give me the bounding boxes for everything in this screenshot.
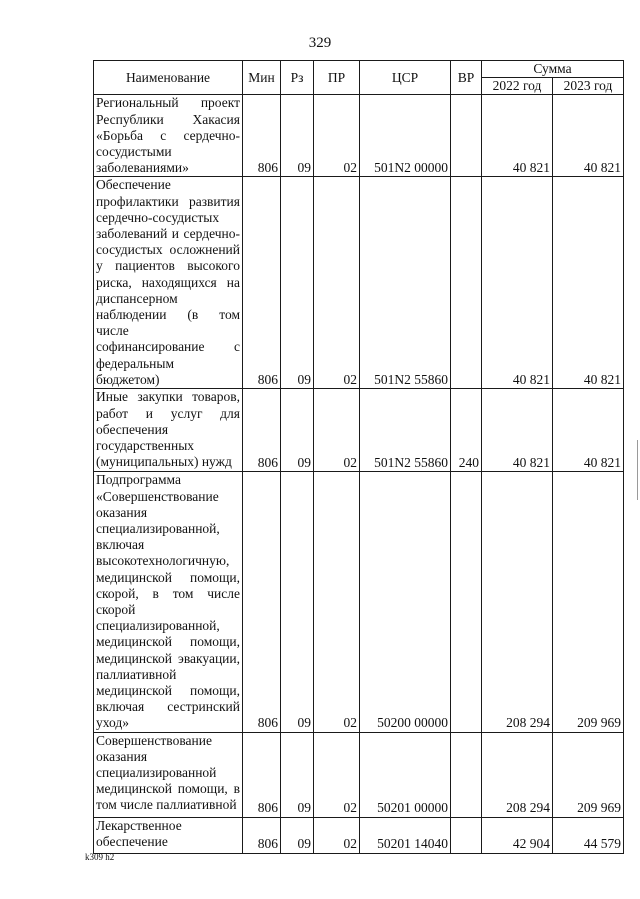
table-row xyxy=(94,817,624,853)
row-sum-2022: 208 294 xyxy=(482,472,553,732)
header-min: Мин xyxy=(243,61,281,95)
row-csr: 501N2 55860 xyxy=(360,177,451,389)
header-rz: Рз xyxy=(281,61,314,95)
header-vr: ВР xyxy=(451,61,482,95)
row-name: Лекарственное обеспечение xyxy=(94,817,243,853)
table-row xyxy=(94,177,624,389)
row-vr: 240 xyxy=(451,389,482,472)
row-vr xyxy=(451,177,482,389)
header-year-2023: 2023 год xyxy=(553,78,624,95)
row-pr: 02 xyxy=(314,472,360,732)
table-row xyxy=(94,472,624,732)
row-min: 806 xyxy=(243,732,281,817)
row-name: Обеспечение профилактики развития сердечно-сосудистых заболеваний и сердечно-сосудистых осложнений у пациентов высокого риска, находящихся на диспансерном наблюдении (в том числе софинансирование с федеральным бюджетом) xyxy=(94,177,243,389)
header-year-2022: 2022 год xyxy=(482,78,553,95)
header-csr: ЦСР xyxy=(360,61,451,95)
row-pr: 02 xyxy=(314,389,360,472)
row-rz: 09 xyxy=(281,389,314,472)
footer-code: k309 h2 xyxy=(85,852,115,862)
row-name: Совершенствование оказания специализированной медицинской помощи, в том числе паллиативной xyxy=(94,732,243,817)
budget-table xyxy=(93,60,624,854)
row-min: 806 xyxy=(243,817,281,853)
row-sum-2023: 209 969 xyxy=(553,472,624,732)
row-pr: 02 xyxy=(314,732,360,817)
row-sum-2023: 209 969 xyxy=(553,732,624,817)
table-row xyxy=(94,95,624,177)
row-vr xyxy=(451,472,482,732)
row-vr xyxy=(451,732,482,817)
row-rz: 09 xyxy=(281,95,314,177)
header-sum: Сумма xyxy=(482,61,624,78)
row-name: Региональный проект Республики Хакасия «Борьба с сердечно-сосудистыми заболеваниями» xyxy=(94,95,243,177)
row-sum-2022: 42 904 xyxy=(482,817,553,853)
row-sum-2023: 44 579 xyxy=(553,817,624,853)
row-csr: 50200 00000 xyxy=(360,472,451,732)
row-sum-2023: 40 821 xyxy=(553,177,624,389)
row-rz: 09 xyxy=(281,732,314,817)
row-csr: 50201 00000 xyxy=(360,732,451,817)
row-rz: 09 xyxy=(281,177,314,389)
row-sum-2023: 40 821 xyxy=(553,389,624,472)
row-name: Подпрограмма «Совершенствование оказания специализированной, включая высокотехнологичную, медицинской помощи, скорой, в том числе скорой специализированной, медицинской помощи, медицинской эвакуации, паллиативной медицинской помощи, включая сестринский уход» xyxy=(94,472,243,732)
row-min: 806 xyxy=(243,177,281,389)
row-csr: 501N2 55860 xyxy=(360,389,451,472)
row-rz: 09 xyxy=(281,472,314,732)
row-csr: 501N2 00000 xyxy=(360,95,451,177)
row-name: Иные закупки товаров, работ и услуг для обеспечения государственных (муниципальных) нужд xyxy=(94,389,243,472)
table-row xyxy=(94,732,624,817)
row-min: 806 xyxy=(243,389,281,472)
row-min: 806 xyxy=(243,472,281,732)
header-name: Наименование xyxy=(94,61,243,95)
scan-edge-mark xyxy=(637,440,638,500)
row-pr: 02 xyxy=(314,817,360,853)
header-row-top xyxy=(94,61,624,78)
row-csr: 50201 14040 xyxy=(360,817,451,853)
table-row xyxy=(94,389,624,472)
row-sum-2022: 40 821 xyxy=(482,389,553,472)
row-vr xyxy=(451,95,482,177)
row-pr: 02 xyxy=(314,95,360,177)
row-sum-2022: 40 821 xyxy=(482,177,553,389)
row-sum-2023: 40 821 xyxy=(553,95,624,177)
row-sum-2022: 208 294 xyxy=(482,732,553,817)
row-pr: 02 xyxy=(314,177,360,389)
row-sum-2022: 40 821 xyxy=(482,95,553,177)
row-rz: 09 xyxy=(281,817,314,853)
row-min: 806 xyxy=(243,95,281,177)
page-number: 329 xyxy=(308,35,332,51)
row-vr xyxy=(451,817,482,853)
header-pr: ПР xyxy=(314,61,360,95)
